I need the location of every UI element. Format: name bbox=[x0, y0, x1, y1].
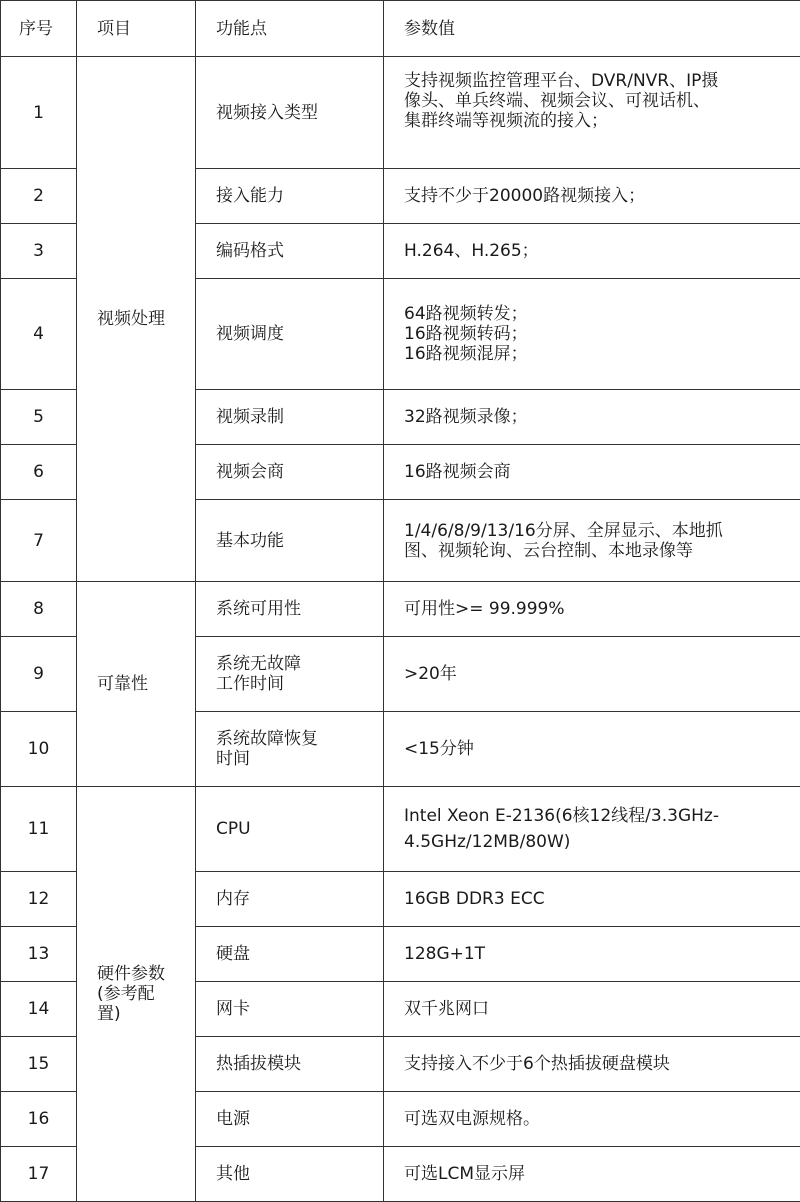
category-hardware: 硬件参数 (参考配 置) bbox=[77, 787, 196, 1202]
row-feature: 接入能力 bbox=[196, 169, 384, 224]
row-no: 13 bbox=[1, 927, 77, 982]
row-value: Intel Xeon E-2136(6核12线程/3.3GHz- 4.5GHz/12MB/80W) bbox=[384, 787, 800, 872]
row-no: 10 bbox=[1, 712, 77, 787]
header-row bbox=[1, 1, 800, 57]
table-row bbox=[1, 57, 800, 169]
header-value: 参数值 bbox=[384, 1, 800, 57]
row-feature: 基本功能 bbox=[196, 500, 384, 582]
row-value: >20年 bbox=[384, 637, 800, 712]
row-no: 15 bbox=[1, 1037, 77, 1092]
row-no: 7 bbox=[1, 500, 77, 582]
row-feature: 热插拔模块 bbox=[196, 1037, 384, 1092]
category-video: 视频处理 bbox=[77, 57, 196, 582]
row-no: 16 bbox=[1, 1092, 77, 1147]
row-feature: 系统故障恢复 时间 bbox=[196, 712, 384, 787]
row-no: 17 bbox=[1, 1147, 77, 1202]
row-value: <15分钟 bbox=[384, 712, 800, 787]
row-no: 8 bbox=[1, 582, 77, 637]
row-feature: 内存 bbox=[196, 872, 384, 927]
row-feature: 视频调度 bbox=[196, 279, 384, 390]
row-value: 32路视频录像； bbox=[384, 390, 800, 445]
header-feature: 功能点 bbox=[196, 1, 384, 57]
row-no: 9 bbox=[1, 637, 77, 712]
row-value: 支持视频监控管理平台、DVR/NVR、IP摄 像头、单兵终端、视频会议、可视话机、 集群终端等视频流的接入； bbox=[384, 57, 800, 169]
row-feature: 其他 bbox=[196, 1147, 384, 1202]
row-feature: 系统可用性 bbox=[196, 582, 384, 637]
row-feature: 编码格式 bbox=[196, 224, 384, 279]
row-value: 双千兆网口 bbox=[384, 982, 800, 1037]
header-no: 序号 bbox=[1, 1, 77, 57]
row-feature: 系统无故障 工作时间 bbox=[196, 637, 384, 712]
row-no: 14 bbox=[1, 982, 77, 1037]
row-value: 支持不少于20000路视频接入； bbox=[384, 169, 800, 224]
row-feature: 视频录制 bbox=[196, 390, 384, 445]
row-no: 3 bbox=[1, 224, 77, 279]
row-value: 128G+1T bbox=[384, 927, 800, 982]
table-row bbox=[1, 787, 800, 872]
row-value: 支持接入不少于6个热插拔硬盘模块 bbox=[384, 1037, 800, 1092]
row-no: 2 bbox=[1, 169, 77, 224]
row-no: 4 bbox=[1, 279, 77, 390]
category-reliability: 可靠性 bbox=[77, 582, 196, 787]
row-value: 1/4/6/8/9/13/16分屏、全屏显示、本地抓 图、视频轮询、云台控制、本地录像等 bbox=[384, 500, 800, 582]
table-row bbox=[1, 582, 800, 637]
row-no: 6 bbox=[1, 445, 77, 500]
row-value: 16路视频会商 bbox=[384, 445, 800, 500]
row-feature: 网卡 bbox=[196, 982, 384, 1037]
row-feature: 视频会商 bbox=[196, 445, 384, 500]
row-value: 可选LCM显示屏 bbox=[384, 1147, 800, 1202]
row-feature: 电源 bbox=[196, 1092, 384, 1147]
row-feature: CPU bbox=[196, 787, 384, 872]
row-value: 16GB DDR3 ECC bbox=[384, 872, 800, 927]
row-value: 可用性>= 99.999% bbox=[384, 582, 800, 637]
row-value: H.264、H.265； bbox=[384, 224, 800, 279]
row-no: 1 bbox=[1, 57, 77, 169]
row-value: 64路视频转发； 16路视频转码； 16路视频混屏； bbox=[384, 279, 800, 390]
row-feature: 硬盘 bbox=[196, 927, 384, 982]
row-no: 12 bbox=[1, 872, 77, 927]
row-no: 5 bbox=[1, 390, 77, 445]
header-category: 项目 bbox=[77, 1, 196, 57]
row-no: 11 bbox=[1, 787, 77, 872]
row-value: 可选双电源规格。 bbox=[384, 1092, 800, 1147]
row-feature: 视频接入类型 bbox=[196, 57, 384, 169]
